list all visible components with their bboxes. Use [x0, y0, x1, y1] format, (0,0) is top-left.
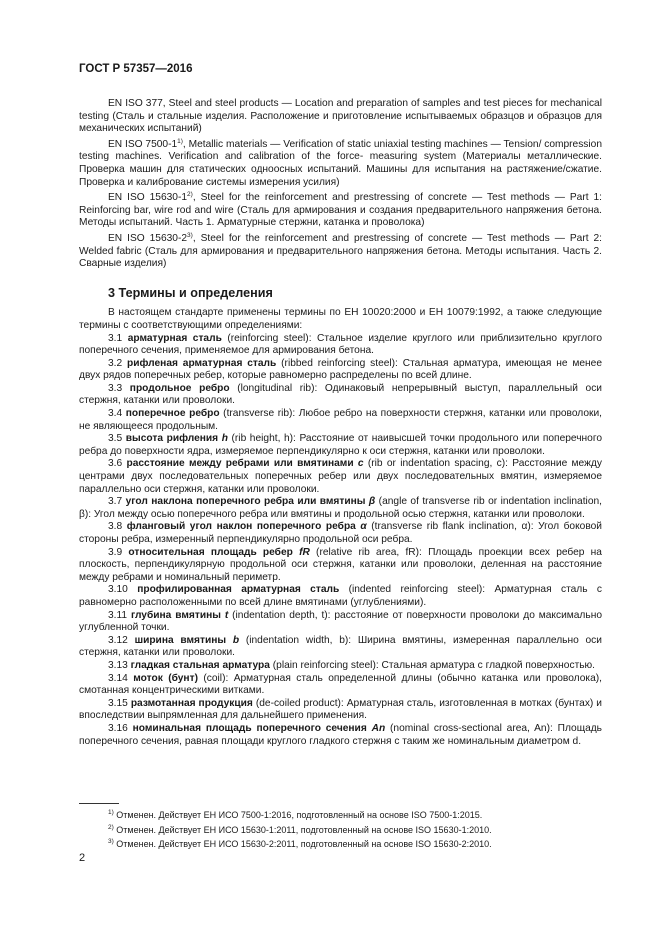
reference-title: , Steel for the reinforcement and prestressing of concrete — Test methods — Part 2: Welded fabric (Сталь для армирования и предварительного напряжения бетона. Методы испытания. Часть 2. Сварные изделия)	[79, 232, 603, 270]
term-definition	[79, 458, 602, 496]
term-name: продольное ребро	[129, 382, 230, 394]
term-number: 3.2	[108, 357, 123, 369]
term-symbol: b	[232, 634, 240, 646]
document-code-header: ГОСТ Р 57357—2016	[79, 63, 193, 75]
term-name: профилированная арматурная сталь	[137, 584, 340, 596]
term-name: номинальная площадь поперечного сечения	[132, 722, 367, 734]
term-name: моток (бунт)	[133, 672, 198, 684]
footnotes	[108, 807, 598, 851]
term-name: гладкая стальная арматура	[130, 659, 270, 671]
term-definition	[79, 698, 602, 723]
term-symbol: c	[357, 458, 364, 470]
term-symbol: An	[371, 722, 386, 734]
term-number: 3.1	[108, 332, 123, 344]
term-number: 3.9	[108, 546, 123, 558]
term-name: рифленая арматурная сталь	[127, 357, 277, 369]
term-name: относительная площадь ребер	[128, 546, 293, 558]
term-definition	[79, 723, 602, 748]
term-definition	[79, 333, 602, 358]
term-number: 3.14	[108, 672, 128, 684]
term-definition-text: (nominal cross-sectional area, An): Площадь поперечного сечения, равная площади круглого гладкого стержня с таким же номинальным диаметром d.	[79, 722, 602, 747]
term-name: поперечное ребро	[125, 408, 220, 420]
reference-code: EN ISO 7500-1	[108, 138, 178, 150]
term-definition	[79, 408, 602, 433]
term-definition-text: (coil): Арматурная сталь определенной длины (обычно катанка или проволока), смотанная концентрическими витками.	[79, 672, 602, 697]
footnote-item	[108, 836, 598, 851]
footnote-mark: 1)	[108, 809, 114, 816]
term-number: 3.12	[108, 634, 128, 646]
footnote-text: Отменен. Действует ЕН ИСО 15630-2:2011, подготовленный на основе ISO 15630-2:2010.	[116, 839, 492, 850]
reference-item	[79, 230, 602, 271]
term-name: фланговый угол наклон поперечного ребра	[126, 521, 356, 533]
term-number: 3.13	[108, 659, 128, 671]
term-definition-text: (ribbed reinforcing steel): Стальная арматура, имеющая не менее двух рядов поперечных ребер, которые равномерно распределены по всей длине.	[79, 357, 602, 382]
term-number: 3.8	[108, 521, 123, 533]
term-name: ширина вмятины	[134, 634, 227, 646]
reference-title: , Steel for the reinforcement and prestressing of concrete — Test methods — Part 1: Reinforcing bar, wire rod and wire (Сталь для армирования и создания предварительного напряжения бетона. Методы испытаний. Часть 1. Арматурные стержни, катанка и проволока)	[79, 192, 603, 229]
term-symbol: t	[224, 609, 229, 621]
reference-title: , Metallic materials — Verification of static uniaxial testing machines — Tension/ compression testing machines. Verification and calibration of the force- measuring system (Материалы металлические. Проверка машин для статических одноосных испытаний. Машины для испытания на растяжение/сжатие. Проверка и калибрование системы измерения усилия)	[79, 138, 602, 188]
term-name: глубина вмятины	[130, 609, 221, 621]
term-definition	[79, 673, 602, 698]
term-number: 3.5	[108, 433, 123, 445]
term-name: угол наклона поперечного ребра или вмятины	[125, 496, 366, 508]
term-number: 3.4	[108, 408, 123, 420]
term-definition-text: (de-coiled product): Арматурная сталь, изготовленная в мотках (бунтах) и впоследствии выпрямленная для дальнейшего применения.	[79, 697, 602, 722]
term-definition-text: (indentation depth, t): расстояние от поверхности проволоки до максимально углубленной точки.	[79, 609, 602, 634]
terms-list	[79, 333, 602, 749]
term-definition-text: (reinforcing steel): Стальное изделие круглого или приблизительно круглого поперечного сечения, применяемое для армирования бетона.	[79, 332, 602, 357]
term-definition	[79, 660, 602, 673]
footnote-mark: 2)	[187, 191, 193, 199]
term-definition	[79, 521, 602, 546]
term-definition-text: (relative rib area, fR): Площадь проекции всех ребер на плоскость, перпендикулярную продольной оси стержня, катанки или проволоки, деленная на расстояние между ребрами и номинальный периметр.	[79, 546, 602, 583]
footnote-text: Отменен. Действует ЕН ИСО 7500-1:2016, подготовленный на основе ISO 7500-1:2015.	[116, 810, 483, 820]
term-definition-text: (rib height, h): Расстояние от наивысшей точки продольного или поперечного ребра до поверхности ядра, измеряемое перпендикулярно к оси стержня, катанки или проволоки.	[79, 433, 602, 457]
term-number: 3.16	[108, 722, 128, 734]
reference-code: EN ISO 15630-2	[108, 232, 188, 244]
footnote-mark: 3)	[187, 231, 193, 239]
footnote-divider	[79, 803, 119, 804]
term-number: 3.3	[108, 382, 123, 394]
footnote-text: Отменен. Действует ЕН ИСО 15630-1:2011, подготовленный на основе ISO 15630-1:2010.	[116, 824, 492, 835]
term-definition	[79, 547, 602, 585]
term-symbol: fR	[299, 546, 310, 558]
term-definition	[79, 383, 602, 408]
term-number: 3.11	[108, 609, 128, 621]
footnote-item	[108, 822, 598, 837]
term-name: высота рифления	[125, 433, 219, 445]
reference-code: EN ISO 15630-1	[108, 192, 188, 204]
term-definition	[79, 635, 602, 660]
term-name: арматурная сталь	[127, 332, 222, 344]
term-number: 3.7	[108, 496, 123, 508]
term-definition-text: (transverse rib): Любое ребро на поверхности стержня, катанки или проволоки, не являющееся продольным.	[79, 408, 602, 432]
reference-item: EN ISO 377, Steel and steel products — Location and preparation of samples and test pieces for mechanical testing (Сталь и стальные изделия. Расположение и приготовление испытываемых образцов и образцов для механических испытаний)	[79, 98, 602, 135]
term-name: расстояние между ребрами или вмятинами	[126, 458, 354, 470]
term-definition	[79, 433, 602, 458]
term-definition-text: (rib or indentation spacing, c): Расстояние между центрами двух последовательных поперечных ребер или двух последовательных вмятин, измеряемое параллельно оси стержня, катанки или проволоки.	[79, 458, 602, 495]
term-definition	[79, 496, 602, 521]
term-name: размотанная продукция	[130, 697, 253, 709]
term-number: 3.10	[108, 584, 128, 596]
term-definition-text: (plain reinforcing steel): Стальная арматура с гладкой поверхностью.	[269, 659, 596, 671]
term-definition-text: (indentation width, b): Ширина вмятины, измеренная параллельно оси стержня, катанки или проволоки.	[79, 634, 602, 659]
footnote-mark: 3)	[108, 838, 114, 846]
reference-item	[79, 189, 602, 230]
section-title: 3 Термины и определения	[108, 285, 273, 300]
term-number: 3.6	[108, 458, 123, 470]
footnote-mark: 1)	[177, 137, 183, 145]
footnote-mark: 2)	[108, 823, 114, 831]
term-definition	[79, 584, 602, 609]
term-symbol: h	[221, 433, 228, 445]
term-definition-text: (longitudinal rib): Одинаковый непрерывный выступ, параллельный оси стержня, катанки или проволоки.	[79, 382, 602, 407]
term-definition-text: (angle of transverse rib or indentation inclination, β): Угол между осью поперечного ребра или вмятины и продольной осью стержня, катанки или проволоки.	[79, 496, 602, 520]
term-symbol: α	[360, 521, 367, 533]
term-number: 3.15	[108, 697, 128, 709]
footnote-item	[108, 807, 598, 822]
section-intro: В настоящем стандарте применены термины по ЕН 10020:2000 и ЕН 10079:1992, а также следующие термины с соответствующими определениями:	[79, 307, 602, 331]
term-definition-text: (indented reinforcing steel): Арматурная сталь с равномерно расположенными по всей длине вмятинами (углублениями).	[79, 584, 602, 608]
reference-item	[79, 136, 602, 189]
page-number: 2	[79, 852, 86, 864]
term-definition	[79, 610, 602, 635]
term-symbol: β	[368, 496, 376, 508]
term-definition-text: (transverse rib flank inclination, α): Угол боковой стороны ребра, измеренный перпендикулярно продольной оси ребра.	[79, 521, 602, 545]
document-body	[79, 98, 602, 748]
term-definition	[79, 358, 602, 383]
